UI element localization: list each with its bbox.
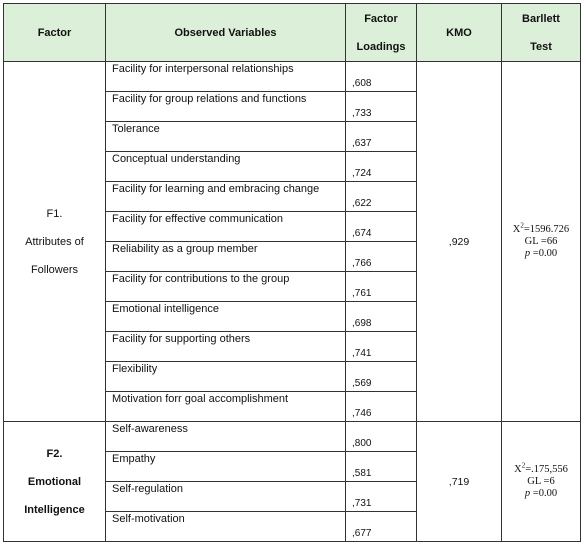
factor-cell — [4, 62, 106, 422]
factor-loading: ,800 — [346, 422, 417, 452]
table-body — [4, 62, 581, 542]
degrees-of-freedom: GL =6 — [527, 475, 555, 487]
observed-variable: Self-regulation — [106, 482, 346, 512]
chi-square — [502, 221, 580, 236]
factor-name-line2: Intelligence — [24, 503, 85, 516]
observed-variable: Motivation forr goal accomplishment — [106, 392, 346, 422]
chi-value: =1596.726 — [523, 223, 570, 235]
p-label: p — [524, 247, 531, 259]
table-row — [4, 422, 581, 452]
factor-loading: ,724 — [346, 152, 417, 182]
p-value — [502, 488, 580, 500]
factor-loading: ,637 — [346, 122, 417, 152]
kmo-value: ,929 — [417, 62, 502, 422]
factor-name-line1: Attributes of — [25, 235, 84, 248]
factor-loading: ,733 — [346, 92, 417, 122]
chi-exponent: 2 — [521, 461, 526, 469]
observed-variable: Self-motivation — [106, 512, 346, 542]
factor-loading: ,608 — [346, 62, 417, 92]
factor-loading: ,622 — [346, 182, 417, 212]
observed-variable: Facility for supporting others — [106, 332, 346, 362]
chi-exponent: 2 — [520, 221, 524, 229]
header-factor-loadings — [346, 4, 417, 62]
kmo-value: ,719 — [417, 422, 502, 542]
bartlett-test — [502, 422, 581, 542]
chi-symbol: X — [512, 223, 521, 235]
observed-variable: Facility for group relations and functions — [106, 92, 346, 122]
observed-variable: Facility for interpersonal relationships — [106, 62, 346, 92]
p-label: p — [524, 487, 531, 499]
degrees-of-freedom: GL =66 — [524, 235, 558, 247]
p-number: =0.00 — [532, 487, 558, 499]
observed-variable: Emotional intelligence — [106, 302, 346, 332]
factor-analysis-table — [3, 3, 581, 542]
factor-loading: ,569 — [346, 362, 417, 392]
factor-code: F1. — [46, 207, 63, 220]
observed-variable: Conceptual understanding — [106, 152, 346, 182]
header-bartlett-line2: Test — [530, 40, 552, 53]
factor-loading: ,731 — [346, 482, 417, 512]
factor-name-line1: Emotional — [27, 475, 82, 488]
factor-name-line2: Followers — [30, 263, 79, 276]
table-row — [4, 62, 581, 92]
factor-loading: ,581 — [346, 452, 417, 482]
factor-loading: ,766 — [346, 242, 417, 272]
header-kmo: KMO — [417, 4, 502, 62]
observed-variable: Facility for learning and embracing change — [106, 182, 346, 212]
p-value — [502, 248, 580, 260]
factor-loading: ,746 — [346, 392, 417, 422]
header-loadings-line2: Loadings — [356, 40, 406, 53]
header-row — [4, 4, 581, 62]
p-number: =0.00 — [532, 247, 558, 259]
factor-loading: ,761 — [346, 272, 417, 302]
chi-square — [502, 461, 580, 476]
observed-variable: Facility for effective communication — [106, 212, 346, 242]
header-bartlett — [502, 4, 581, 62]
observed-variable: Reliability as a group member — [106, 242, 346, 272]
observed-variable: Tolerance — [106, 122, 346, 152]
observed-variable: Flexibility — [106, 362, 346, 392]
observed-variable: Self-awareness — [106, 422, 346, 452]
chi-value: =.175,556 — [525, 463, 568, 475]
factor-loading: ,677 — [346, 512, 417, 542]
chi-symbol: X — [514, 463, 522, 475]
factor-code: F2. — [46, 447, 63, 460]
bartlett-test — [502, 62, 581, 422]
header-bartlett-line1: Barllett — [522, 12, 560, 25]
header-loadings-line1: Factor — [364, 12, 398, 25]
factor-loading: ,741 — [346, 332, 417, 362]
header-factor: Factor — [4, 4, 106, 62]
factor-cell — [4, 422, 106, 542]
header-observed-variables: Observed Variables — [106, 4, 346, 62]
observed-variable: Empathy — [106, 452, 346, 482]
factor-loading: ,674 — [346, 212, 417, 242]
observed-variable: Facility for contributions to the group — [106, 272, 346, 302]
factor-loading: ,698 — [346, 302, 417, 332]
